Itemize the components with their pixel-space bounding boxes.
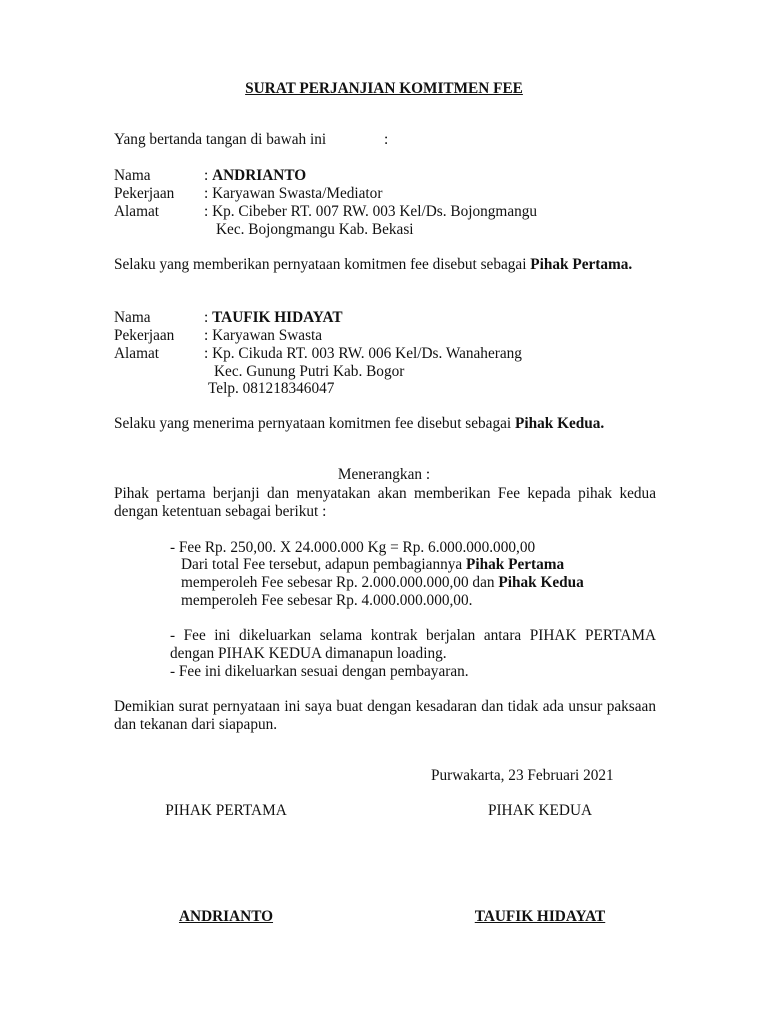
document-title: SURAT PERJANJIAN KOMITMEN FEE	[245, 80, 523, 97]
party2-statement-text: Selaku yang menerima pernyataan komitmen fee disebut sebagai	[114, 415, 512, 432]
party1-job: Karyawan Swasta/Mediator	[212, 185, 383, 202]
party1-statement	[114, 256, 656, 274]
term-split-line3: memperoleh Fee sebesar Rp. 4.000.000.000,00.	[181, 592, 473, 609]
party1-name: ANDRIANTO	[212, 167, 307, 184]
colon: :	[204, 203, 209, 220]
split-text-b: memperoleh Fee sebesar Rp. 2.000.000.000,00 dan	[181, 574, 495, 591]
party2-statement	[114, 415, 656, 433]
colon: :	[204, 345, 209, 362]
split-pihak-pertama: Pihak Pertama	[466, 556, 565, 573]
party2-job-row	[204, 327, 322, 345]
party1-job-label: Pekerjaan	[114, 185, 175, 202]
party2-job-label: Pekerjaan	[114, 327, 175, 344]
split-text-a: Dari total Fee tersebut, adapun pembagiannya	[181, 556, 463, 573]
party1-role: Pihak Pertama.	[530, 256, 633, 273]
agreement-paragraph: Pihak pertama berjanji dan menyatakan akan memberikan Fee kepada pihak kedua dengan ketentuan sebagai berikut :	[114, 485, 656, 520]
party2-name: TAUFIK HIDAYAT	[212, 309, 343, 326]
place-date: Purwakarta, 23 Februari 2021	[431, 767, 614, 784]
party2-address-line2: Kec. Gunung Putri Kab. Bogor	[214, 363, 405, 380]
colon: :	[204, 185, 209, 202]
menerangkan-heading: Menerangkan :	[337, 466, 431, 483]
term-split-line2	[181, 574, 584, 592]
signature-right-title: PIHAK KEDUA	[487, 802, 593, 819]
intro-text: Yang bertanda tangan di bawah ini	[114, 131, 327, 148]
term-fee-calculation: - Fee Rp. 250,00. X 24.000.000 Kg = Rp. 6.000.000.000,00	[170, 539, 536, 556]
term-payment: - Fee ini dikeluarkan sesuai dengan pembayaran.	[170, 663, 469, 680]
party2-name-row	[204, 309, 343, 327]
party1-address-line2: Kec. Bojongmangu Kab. Bekasi	[216, 221, 414, 238]
party1-address-line1: Kp. Cibeber RT. 007 RW. 003 Kel/Ds. Bojongmangu	[212, 203, 538, 220]
colon: :	[204, 309, 209, 326]
party2-job: Karyawan Swasta	[212, 327, 323, 344]
signature-left-name: ANDRIANTO	[178, 908, 274, 925]
party2-name-label: Nama	[114, 309, 151, 326]
split-pihak-kedua: Pihak Kedua	[498, 574, 584, 591]
party1-job-row	[204, 185, 382, 203]
party2-address-label: Alamat	[114, 345, 160, 362]
party1-statement-text: Selaku yang memberikan pernyataan komitmen fee disebut sebagai	[114, 256, 527, 273]
signature-left-title: PIHAK PERTAMA	[165, 802, 287, 819]
signature-right-name: TAUFIK HIDAYAT	[474, 908, 606, 925]
party1-address-row	[204, 203, 537, 221]
party2-role: Pihak Kedua.	[514, 415, 605, 432]
party2-phone: Telp. 081218346047	[208, 380, 335, 397]
party1-address-label: Alamat	[114, 203, 160, 220]
intro-colon: :	[384, 131, 389, 148]
colon: :	[204, 327, 209, 344]
party1-name-label: Nama	[114, 167, 151, 184]
party2-address-line1: Kp. Cikuda RT. 003 RW. 006 Kel/Ds. Wanaherang	[212, 345, 522, 362]
party2-address-row	[204, 345, 522, 363]
term-contract-duration: - Fee ini dikeluarkan selama kontrak berjalan antara PIHAK PERTAMA dengan PIHAK KEDUA dimanapun loading.	[170, 627, 656, 662]
party1-name-row	[204, 167, 306, 185]
closing-paragraph: Demikian surat pernyataan ini saya buat dengan kesadaran dan tidak ada unsur paksaan dan tekanan dari siapapun.	[114, 698, 656, 733]
term-split-line1	[181, 556, 564, 574]
colon: :	[204, 167, 209, 184]
